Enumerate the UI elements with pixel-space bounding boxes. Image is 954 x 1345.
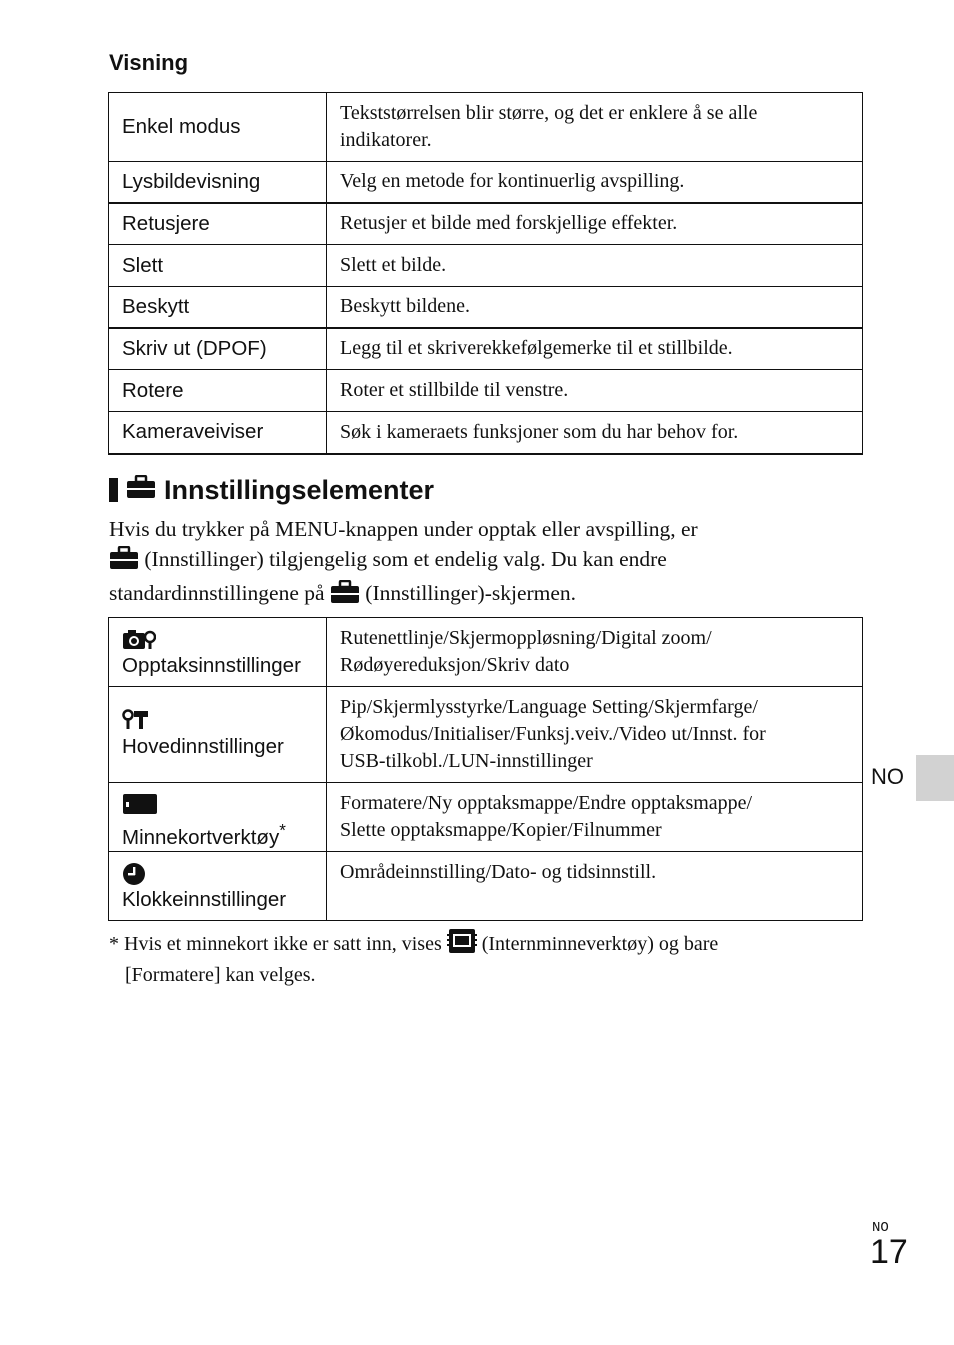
table-row: [109, 618, 863, 687]
row-label: Enkel modus: [109, 93, 327, 162]
intro-text: Hvis du trykker på MENU-knappen under opptak eller avspilling, er: [109, 517, 698, 541]
footnote-mark: *: [279, 821, 286, 840]
table-row: [109, 245, 863, 287]
table-row: [109, 370, 863, 412]
internal-memory-icon: [447, 928, 477, 962]
table-row: [109, 687, 863, 783]
intro-paragraph: [109, 514, 799, 612]
row-label: Hovedinnstillinger: [122, 735, 284, 758]
clock-icon: [122, 860, 320, 886]
row-description: Søk i kameraets funksjoner som du har behov for.: [327, 412, 863, 454]
intro-text: (Innstillinger) tilgjengelig som et endelig valg. Du kan endre: [144, 547, 667, 571]
page-number: 17: [870, 1233, 908, 1271]
side-thumb-tab: [916, 755, 954, 801]
row-label: Beskytt: [109, 287, 327, 328]
row-description: Retusjer et bilde med forskjellige effekter.: [327, 203, 863, 245]
row-label: Lysbildevisning: [109, 162, 327, 203]
section-marker-bar: [109, 478, 118, 502]
page-language-code: NO: [872, 1220, 889, 1236]
toolbox-icon: [126, 475, 156, 506]
row-description: Legg til et skriverekkefølgemerke til et stillbilde.: [327, 328, 863, 370]
camera-wrench-icon: [122, 626, 320, 652]
visning-table: [108, 92, 863, 455]
wrench-hammer-icon: [122, 707, 320, 733]
intro-text: (Innstillinger)-skjermen.: [365, 581, 577, 605]
row-description: Tekststørrelsen blir større, og det er enklere å se alle indikatorer.: [327, 93, 863, 162]
table-row: [109, 412, 863, 454]
footnote-text: [Formatere] kan velges.: [125, 964, 316, 986]
toolbox-icon: [109, 546, 139, 578]
footnote-text: * Hvis et minnekort ikke er satt inn, vises: [109, 933, 442, 955]
row-label: Klokkeinnstillinger: [122, 888, 287, 911]
intro-text: standardinnstillingene på: [109, 581, 325, 605]
side-language-label: NO: [871, 764, 904, 789]
row-label: Opptaksinnstillinger: [122, 654, 301, 677]
section-title-text: Innstillingselementer: [164, 474, 435, 505]
settings-table: [108, 617, 863, 921]
row-description-line: Formatere/Ny opptaksmappe/Endre opptaksmappe/: [340, 792, 753, 814]
row-label: Retusjere: [109, 203, 327, 245]
section-heading-visning: Visning: [109, 50, 189, 75]
table-row: [109, 203, 863, 245]
table-row: [109, 328, 863, 370]
row-label: Slett: [109, 245, 327, 287]
section-title: [109, 472, 434, 508]
footnote: [109, 928, 829, 989]
table-row: [109, 162, 863, 203]
row-description: Beskytt bildene.: [327, 287, 863, 328]
row-description: Velg en metode for kontinuerlig avspilling.: [327, 162, 863, 203]
table-row: [109, 852, 863, 921]
row-description: Roter et stillbilde til venstre.: [327, 370, 863, 412]
row-description-line: Økomodus/Initialiser/Funksj.veiv./Video ut/Innst. for: [340, 723, 766, 745]
row-description-line: Områdeinnstilling/Dato- og tidsinnstill.: [340, 861, 657, 883]
table-row: [109, 93, 863, 162]
row-description-line: USB-tilkobl./LUN-innstillinger: [340, 750, 593, 772]
row-label: Rotere: [109, 370, 327, 412]
row-description-line: Rutenettlinje/Skjermoppløsning/Digital zoom/: [340, 627, 712, 649]
row-description-line: Rødøyereduksjon/Skriv dato: [340, 654, 570, 676]
row-label: Skriv ut (DPOF): [109, 328, 327, 370]
table-row: [109, 783, 863, 852]
row-label: Kameraveiviser: [109, 412, 327, 454]
memory-card-icon: [122, 791, 320, 817]
row-label: Minnekortverktøy: [122, 825, 280, 849]
footnote-text: (Internminneverktøy) og bare: [481, 933, 719, 955]
row-description-line: Slette opptaksmappe/Kopier/Filnummer: [340, 819, 662, 841]
table-row: [109, 287, 863, 328]
row-description: Slett et bilde.: [327, 245, 863, 287]
toolbox-icon: [330, 580, 360, 612]
row-description-line: Pip/Skjermlysstyrke/Language Setting/Skjermfarge/: [340, 696, 758, 718]
